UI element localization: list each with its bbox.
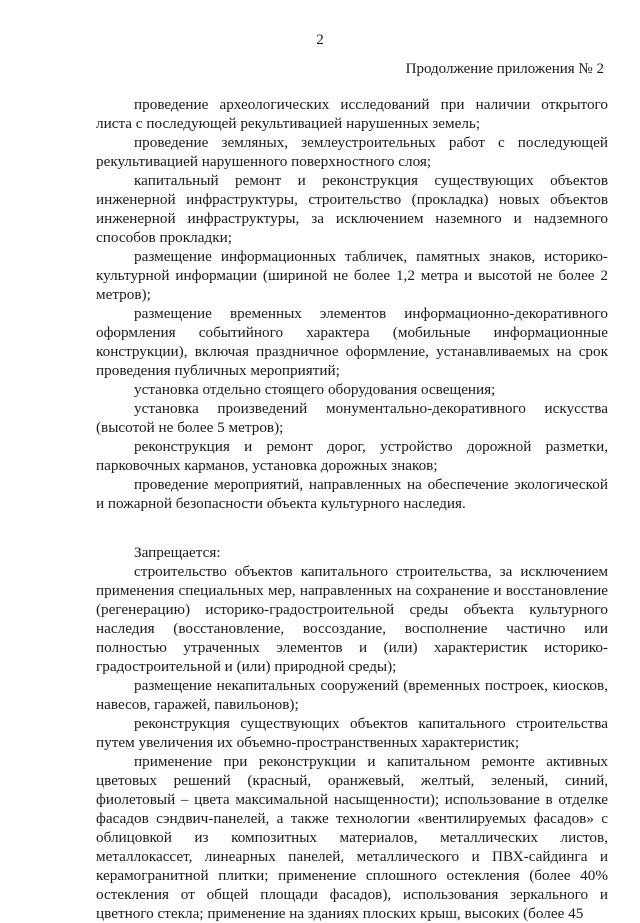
prohibited-item: применение при реконструкции и капитальном ремонте активных цветовых решений (красный, оранжевый, желтый, зеленый, синий, фиолетовый – цвета максимальной насыщенности); использование в отделке фасадов сэндвич-панелей, а также технологии «вентилируемых фасадов» с облицовкой из композитных материалов, металлических листов, металлокассет, линеарных панелей, металлического и ПВХ-сайдинга и керамогранитной плитки; применение сплошного остекления (более 40% остекления от общей площади фасадов), использования зеркального и цветного стекла; применение на зданиях плоских крыш, высоких (более 45 — [96, 753, 608, 922]
permitted-item: проведение археологических исследований при наличии открытого листа с последующей рекультивацией нарушенных земель; — [96, 96, 608, 132]
prohibited-item: реконструкция существующих объектов капитального строительства путем увеличения их объемно-пространственных характеристик; — [96, 715, 608, 751]
permitted-item: проведение мероприятий, направленных на обеспечение экологической и пожарной безопасности объекта культурного наследия. — [96, 476, 608, 512]
prohibited-heading: Запрещается: — [134, 544, 221, 561]
prohibited-item: размещение некапитальных сооружений (временных построек, киосков, навесов, гаражей, павильонов); — [96, 677, 608, 713]
prohibited-item: строительство объектов капитального строительства, за исключением применения специальных мер, направленных на сохранение и восстановление (регенерацию) историко-градостроительной среды объекта культурного наследия (восстановление, воссоздание, восполнение частично или полностью утраченных элементов и (или) характеристик историко-градостроительной и (или) природной среды); — [96, 563, 608, 675]
permitted-item: проведение земляных, землеустроительных работ с последующей рекультивацией нарушенного поверхностного слоя; — [96, 134, 608, 170]
page-number: 2 — [316, 32, 324, 48]
appendix-continuation-note: Продолжение приложения № 2 — [405, 61, 604, 77]
document-body — [96, 95, 608, 923]
permitted-item: размещение информационных табличек, памятных знаков, историко-культурной информации (шириной не более 1,2 метра и высотой не более 2 метров); — [96, 248, 608, 303]
permitted-item: установка отдельно стоящего оборудования освещения; — [134, 381, 496, 398]
permitted-item: размещение временных элементов информационно-декоративного оформления событийного характера (мобильные информационные конструкции), включая праздничное оформление, устанавливаемых на срок проведения публичных мероприятий; — [96, 305, 608, 379]
permitted-item: реконструкция и ремонт дорог, устройство дорожной разметки, парковочных карманов, установка дорожных знаков; — [96, 438, 608, 474]
permitted-item: капитальный ремонт и реконструкция существующих объектов инженерной инфраструктуры, строительство (прокладка) новых объектов инженерной инфраструктуры, за исключением наземного и надземного способов прокладки; — [96, 172, 608, 246]
permitted-item: установка произведений монументально-декоративного искусства (высотой не более 5 метров); — [96, 400, 608, 436]
